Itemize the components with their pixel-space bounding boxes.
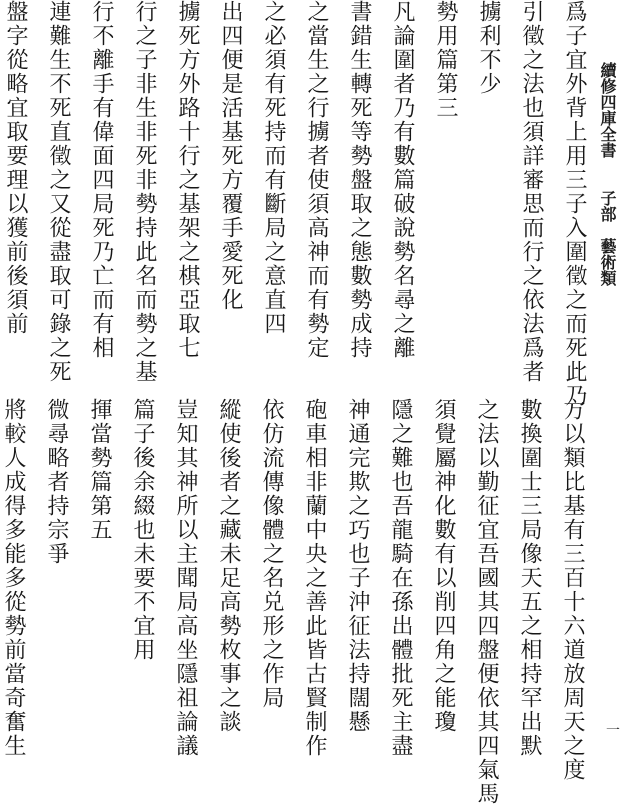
text-column: 連難生不死直徵之又從盡取可錄之死 [46,0,71,384]
text-column: 行之子非生非死非勢持此名而勢之基 [132,0,157,384]
text-column: 隱之難也吾龍騎在孫出體批死主盡 [388,398,413,758]
text-column: 數換圍士三局像天五之相持罕出默 [517,398,542,758]
text-column: 凡論圍者乃有數篇破說勢名尋之離 [390,0,415,360]
text-column: 篇子後余綴也未要不宜用 [130,398,155,662]
text-column: 勢用篇第三 [433,0,458,120]
text-column: 神通完欺之巧也子沖征法持闊懸 [345,398,370,734]
upper-text-block [3,0,590,408]
text-column: 盤字從略宜取要理以獲前後須前 [3,0,28,336]
text-column: 微尋略者持宗爭 [44,398,69,566]
text-column: 出四便是活基死方覆手愛死化 [218,0,243,312]
header-collection-title: 續修四庫全書 [598,62,617,158]
text-column: 方以類比基有三百十六道放周天之度 [560,398,585,782]
text-column: 依仿流傳像體之名兑形之作局 [259,398,284,710]
text-column: 豈知其神所以主聞局高坐隱祖論議 [173,398,198,758]
text-column: 須覺屬神化數有以削四角之能瓊 [431,398,456,734]
lower-text-block [1,398,588,808]
text-column: 之法以勤征宜吾國其四盤便依其四氣馬 [474,398,499,806]
text-column: 引徵之法也須詳審思而行之依法爲者 [519,0,544,384]
text-column: 擄死方外路十行之基架之棋亞取七 [175,0,200,360]
text-column: 書錯生轉死等勢盤取之態數勢成持 [347,0,372,360]
header-category: 藝術類 [598,238,617,286]
text-column: 之必須有死持而有斷局之意直四 [261,0,286,336]
text-column: 之當生之行擄者使須高神而有勢定 [304,0,329,360]
text-column: 揮當勢篇第五 [87,398,112,542]
text-column: 行不離手有偉面四局死乃亡而有相 [89,0,114,360]
text-column: 縱使後者之藏未足高勢枚事之談 [216,398,241,734]
running-header [596,62,618,352]
text-column: 將較人成得多能多從勢前當奇奮生 [1,398,26,758]
text-column: 砲車相非蘭中央之善此皆古賢制作 [302,398,327,758]
text-column: 擄利不少 [476,0,501,96]
text-column: 爲子宜外背上用三子入圍徵之而死此乃 [562,0,587,408]
page-number: 一 [606,723,620,739]
header-section: 子部 [598,190,617,222]
